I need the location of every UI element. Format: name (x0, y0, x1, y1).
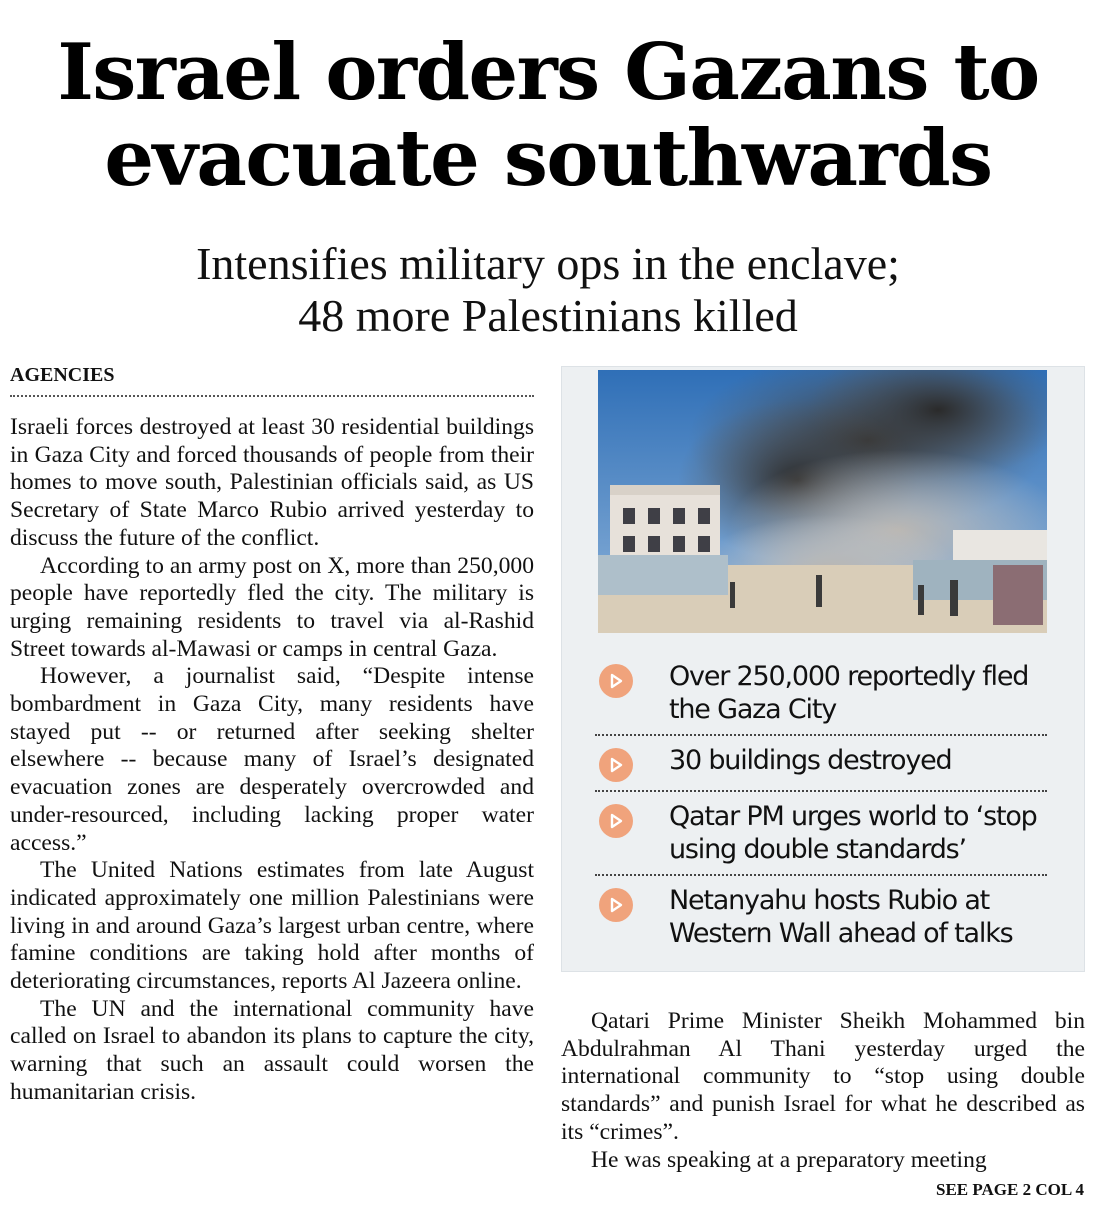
headline-line-1: Israel orders Gazans to (57, 27, 1039, 118)
article-left-column (10, 414, 534, 1107)
highlights-list (595, 660, 1047, 966)
smoke-photo-illustration (598, 370, 1047, 633)
article-paragraph: The UN and the international community have called on Israel to abandon its plans to capture the city, warning that such an assault could worsen the humanitarian crisis. (10, 995, 534, 1105)
subheadline-line-1: Intensifies military ops in the enclave; (196, 238, 900, 289)
news-photo (598, 370, 1047, 633)
article-paragraph: He was speaking at a preparatory meeting (591, 1146, 987, 1173)
headline-line-2: evacuate southwards (104, 113, 992, 204)
article-paragraph: Qatari Prime Minister Sheikh Mohammed bin Abdulrahman Al Thani yesterday urged the international community to “stop using double standards” and punish Israel for what he described as its “crimes”. (561, 1008, 1085, 1145)
play-circle-icon (599, 888, 633, 922)
play-circle-icon (599, 664, 633, 698)
highlight-item (595, 800, 1047, 876)
highlight-item (595, 884, 1047, 958)
article-paragraph: The United Nations estimates from late August indicated approximately one million Palestinians were living in and around Gaza’s largest urban centre, where famine conditions are taking hold after months of deteriorating circumstances, reports Al Jazeera online. (10, 857, 534, 995)
highlight-item (595, 744, 1047, 792)
highlight-item (595, 660, 1047, 736)
highlight-text: 30 buildings destroyed (669, 745, 952, 776)
highlight-text: Over 250,000 reportedly fled the Gaza City (669, 661, 1029, 725)
article-right-column (561, 1008, 1085, 1174)
subheadline-line-2: 48 more Palestinians killed (298, 290, 798, 341)
headline (0, 27, 1096, 204)
article-paragraph: However, a journalist said, “Despite intense bombardment in Gaza City, many residents have stayed put -- or returned after seeking shelter elsewhere -- because many of Israel’s designated evacuation zones are desperately overcrowded and under-resourced, including lacking proper water access.” (10, 663, 534, 856)
subheadline (0, 238, 1096, 342)
article-paragraph: According to an army post on X, more than 250,000 people have reportedly fled the city. The military is urging remaining residents to travel via al-Rashid Street towards al-Mawasi or camps in central Gaza. (10, 552, 534, 662)
highlight-text: Netanyahu hosts Rubio at Western Wall ahead of talks (669, 885, 1013, 949)
play-circle-icon (599, 748, 633, 782)
play-circle-icon (599, 804, 633, 838)
highlight-text: Qatar PM urges world to ‘stop using double standards’ (669, 801, 1037, 865)
article-paragraph: Israeli forces destroyed at least 30 residential buildings in Gaza City and forced thousands of people from their homes to move south, Palestinian officials said, as US Secretary of State Marco Rubio arrived yesterday to discuss the future of the conflict. (10, 414, 534, 551)
byline: AGENCIES (10, 364, 534, 397)
continued-on-page: SEE PAGE 2 COL 4 (936, 1180, 1084, 1199)
